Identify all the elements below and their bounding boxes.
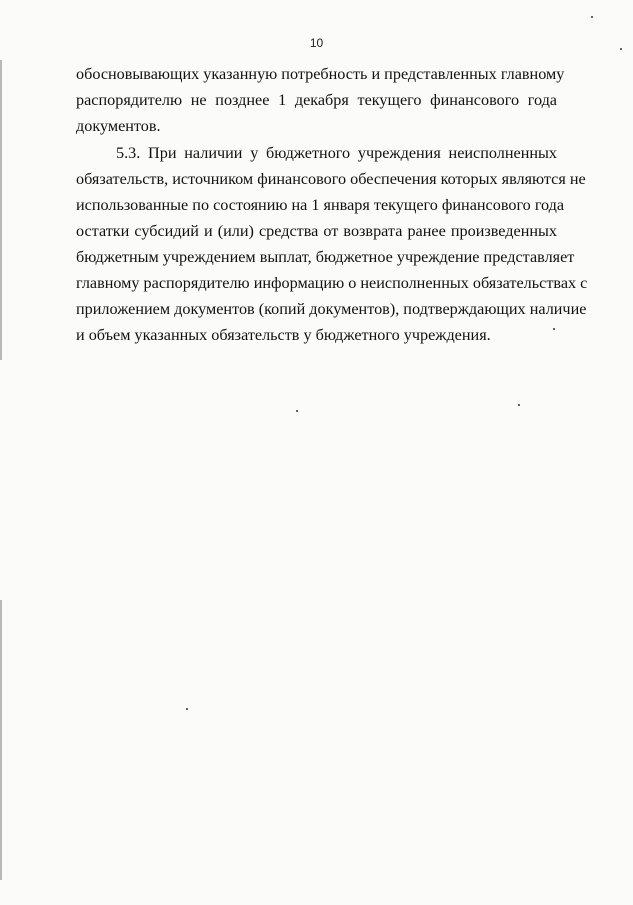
text-line: бюджетным учреждением выплат, бюджетное учреждение представляет bbox=[76, 248, 575, 266]
page-number: 10 bbox=[309, 36, 324, 50]
text-line: обосновывающих указанную потребность и представленных главному bbox=[76, 65, 565, 83]
text-line: обязательств, источником финансового обеспечения которых являются не bbox=[76, 170, 586, 188]
text-line: приложением документов (копий документов), подтверждающих наличие bbox=[76, 300, 587, 318]
scan-speck bbox=[591, 16, 593, 18]
text-line: и объем указанных обязательств у бюджетного учреждения. bbox=[76, 326, 491, 344]
scan-edge-mark bbox=[0, 60, 2, 360]
scan-speck bbox=[296, 410, 298, 412]
text-line: распорядителю не позднее 1 декабря текущего финансового года bbox=[76, 91, 557, 109]
scan-speck bbox=[518, 404, 520, 406]
text-line: использованные по состоянию на 1 января текущего финансового года bbox=[76, 196, 565, 214]
text-line: 5.3. При наличии у бюджетного учреждения неисполненных bbox=[116, 144, 557, 162]
text-line: документов. bbox=[76, 117, 161, 135]
text-line: остатки субсидий и (или) средства от возврата ранее произведенных bbox=[76, 222, 557, 240]
text-line: главному распорядителю информацию о неисполненных обязательствах с bbox=[76, 274, 588, 292]
scan-edge-mark bbox=[0, 600, 2, 880]
scan-speck bbox=[553, 328, 555, 330]
scan-speck bbox=[186, 708, 188, 710]
